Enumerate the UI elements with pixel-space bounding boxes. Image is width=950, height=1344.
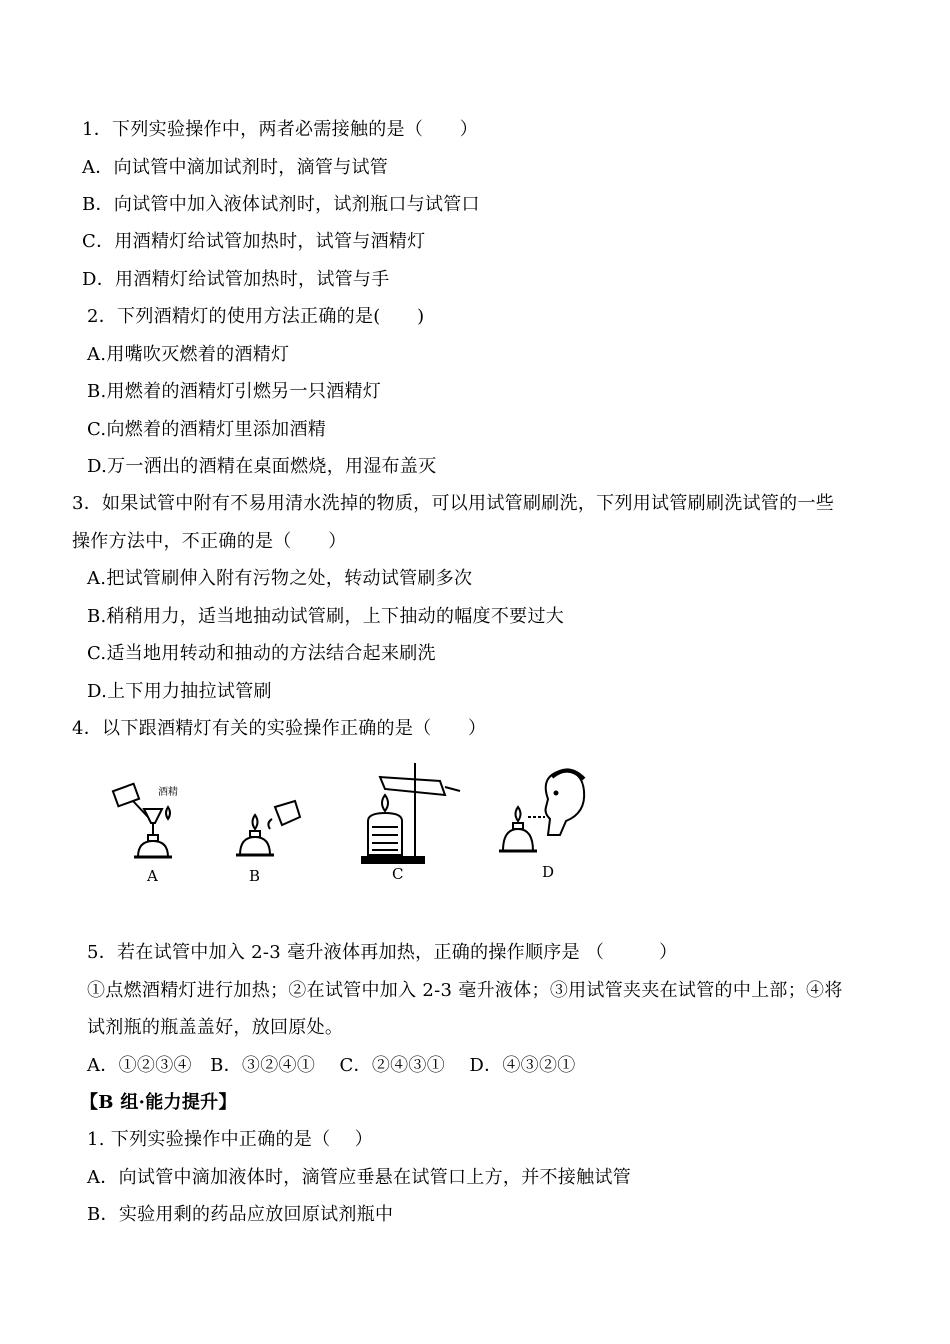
section-b-question-1-option-a: A．向试管中滴加液体时，滴管应垂悬在试管口上方，并不接触试管 [87,1167,631,1188]
question-4-stem: 4．以下跟酒精灯有关的实验操作正确的是（ ） [72,718,487,739]
figure-label-a: A [147,867,158,885]
question-1-stem: 1．下列实验操作中，两者必需接触的是（ ） [82,119,479,140]
figure-b [236,801,300,855]
question-2-option-c: C.向燃着的酒精灯里添加酒精 [87,419,327,440]
question-5-steps-line1: ①点燃酒精灯进行加热；②在试管中加入 2-3 毫升液体；③用试管夹夹在试管的中上部；④将 [87,980,843,1001]
question-2-stem: 2．下列酒精灯的使用方法正确的是( ) [87,306,425,327]
question-2-option-a: A.用嘴吹灭燃着的酒精灯 [87,344,290,365]
question-3-option-a: A.把试管刷伸入附有污物之处，转动试管刷多次 [87,568,473,589]
figure-label-b: B [249,867,261,885]
figure-label-c: C [392,865,404,883]
figure-d [499,770,584,851]
question-5-stem: 5．若在试管中加入 2-3 毫升液体再加热，正确的操作顺序是 （ ） [87,942,678,963]
question-5-options: A．①②③④ B．③②④① C．②④③① D．④③②① [87,1055,576,1076]
alcohol-lamp-figure [100,755,620,890]
figure-c [362,763,460,863]
question-3-option-d: D.上下用力抽拉试管刷 [87,681,272,702]
bottle-label: 酒精 [158,787,178,798]
figure-label-d: D [542,863,555,881]
question-3-stem-line2: 操作方法中，不正确的是（ ） [72,531,347,552]
question-5-steps-line2: 试剂瓶的瓶盖盖好，放回原处。 [87,1017,344,1038]
question-1-option-c: C．用酒精灯给试管加热时，试管与酒精灯 [82,231,426,252]
question-3-option-c: C.适当地用转动和抽动的方法结合起来刷洗 [87,643,436,664]
question-1-option-d: D．用酒精灯给试管加热时，试管与手 [82,269,390,290]
question-3-option-b: B.稍稍用力，适当地抽动试管刷，上下抽动的幅度不要过大 [87,606,565,627]
question-2-option-b: B.用燃着的酒精灯引燃另一只酒精灯 [87,381,382,402]
section-b-question-1-stem: 1. 下列实验操作中正确的是（ ） [87,1129,374,1150]
section-b-question-1-option-b: B．实验用剩的药品应放回原试剂瓶中 [87,1204,394,1225]
question-1-option-a: A．向试管中滴加试剂时，滴管与试管 [82,157,389,178]
question-3-stem-line1: 3．如果试管中附有不易用清水洗掉的物质，可以用试管刷刷洗，下列用试管刷刷洗试管的一些 [72,493,835,514]
alcohol-lamp-illustration [100,755,620,890]
section-b-heading: 【B 组·能力提升】 [80,1092,237,1113]
question-1-option-b: B．向试管中加入液体试剂时，试剂瓶口与试管口 [82,194,480,215]
question-2-option-d: D.万一洒出的酒精在桌面燃烧，用湿布盖灭 [87,456,437,477]
